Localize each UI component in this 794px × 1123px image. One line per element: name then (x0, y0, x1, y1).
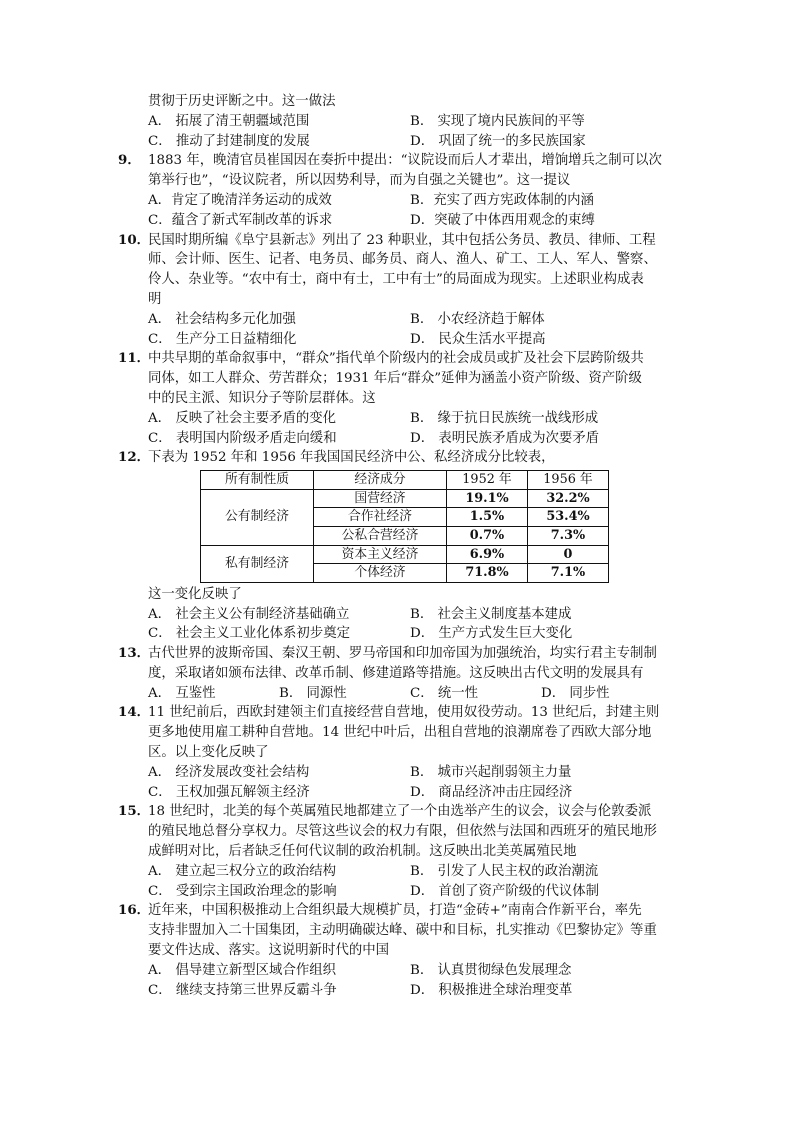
table-row (201, 489, 609, 508)
option-c[interactable]: C． 社会主义工业化体系初步奠定 (148, 626, 350, 642)
table-header-cell: 所有制性质 (201, 471, 314, 490)
table-header-cell: 1952 年 (447, 471, 528, 490)
question-number: 10． (118, 231, 151, 248)
option-b[interactable]: B． 认真贯彻绿色发展理念 (410, 962, 572, 978)
sector-name-cell: 资本主义经济 (314, 545, 447, 564)
question-number: 16． (118, 902, 151, 919)
question-number: 13． (118, 645, 151, 662)
question-14-stem-line: 更多地使用雇工耕种自营地。14 世纪中叶后，出租自营地的浪潮席卷了西欧大部分地 (148, 725, 652, 741)
option-a[interactable]: A． 经济发展改变社会结构 (148, 764, 310, 780)
question-10-stem-line: 师、会计师、医生、记者、电务员、邮务员、商人、渔人、矿工、工人、军人、警察、 (148, 252, 657, 268)
question-11 (118, 349, 688, 448)
question-10-stem-line: 伶人、杂业等。“农中有士，商中有士，工中有士”的局面成为现实。上述职业构成表 (148, 272, 644, 288)
option-b[interactable]: B． 引发了人民主权的政治潮流 (410, 863, 599, 879)
option-a[interactable]: A． 社会结构多元化加强 (148, 311, 296, 327)
option-c[interactable]: C．蕴含了新式军制改革的诉求 (148, 212, 333, 228)
economy-composition-table (200, 470, 609, 583)
question-11-stem-line: 同体，如工人群众、劳苦群众；1931 年后“群众”延伸为涵盖小资产阶级、资产阶级 (148, 371, 642, 387)
option-b[interactable]: B． 城市兴起削弱领主力量 (410, 764, 572, 780)
question-12-options (148, 605, 688, 645)
question-13 (118, 644, 688, 703)
option-c[interactable]: C． 王权加强瓦解领主经济 (148, 784, 310, 800)
value-1952-cell: 6.9% (447, 545, 528, 564)
option-d[interactable]: D． 巩固了统一的多民族国家 (410, 133, 586, 149)
question-16-stem-line: 要文件达成、落实。这说明新时代的中国 (148, 943, 390, 959)
value-1952-cell: 71.8% (447, 564, 528, 583)
sector-name-cell: 个体经济 (314, 564, 447, 583)
option-a[interactable]: A． 社会主义公有制经济基础确立 (148, 606, 350, 622)
question-10-stem-line: 明 (148, 291, 162, 307)
question-number: 9． (118, 152, 141, 169)
option-d[interactable]: D． 同步性 (541, 685, 610, 701)
option-c[interactable]: C． 生产分工日益精细化 (148, 331, 297, 347)
option-a[interactable]: A． 互鉴性 (148, 685, 216, 701)
option-a[interactable]: A．肯定了晚清洋务运动的成效 (148, 192, 332, 208)
question-number: 14． (118, 704, 151, 721)
table-header-cell: 经济成分 (314, 471, 447, 490)
question-11-stem-line: 中共早期的革命叙事中，“群众”指代单个阶级内的社会成员或扩及社会下层跨阶级共 (148, 351, 644, 367)
value-1952-cell: 0.7% (447, 526, 528, 545)
option-b[interactable]: B． 同源性 (279, 685, 347, 701)
question-13-options (148, 684, 688, 704)
question-15 (118, 802, 688, 901)
option-b[interactable]: B． 实现了境内民族间的平等 (410, 113, 585, 129)
question-15-stem-line: 18 世纪时，北美的每个英属殖民地都建立了一个由选举产生的议会，议会与伦敦委派 (148, 804, 652, 820)
value-1956-cell: 7.1% (528, 564, 609, 583)
question-12-stem-after: 这一变化反映了 (148, 586, 242, 602)
table-header-cell: 1956 年 (528, 471, 609, 490)
option-d[interactable]: D． 表明民族矛盾成为次要矛盾 (410, 430, 600, 446)
question-11-options (148, 409, 688, 449)
question-number: 12． (118, 449, 151, 466)
question-16-stem-line: 近年来，中国积极推动上合组织最大规模扩员，打造“金砖+”南南合作新平台，率先 (148, 903, 642, 919)
question-9-stem-line: 1883 年，晚清官员崔国因在奏折中提出：“议院设而后人才辈出，增饷增兵之制可以次 (148, 153, 662, 169)
question-15-stem-line: 的殖民地总督分享权力。尽管这些议会的权力有限，但依然与法国和西班牙的殖民地形 (148, 824, 657, 840)
question-11-stem-line: 中的民主派、知识分子等阶层群体。这 (148, 390, 376, 406)
question-10-stem-line: 民国时期所编《阜宁县新志》列出了 23 种职业，其中包括公务员、教员、律师、工程 (148, 232, 656, 248)
option-c[interactable]: C． 受到宗主国政治理念的影响 (148, 883, 337, 899)
value-1956-cell: 7.3% (528, 526, 609, 545)
question-16-stem-line: 支持非盟加入二十国集团，主动明确碳达峰、碳中和目标，扎实推动《巴黎协定》等重 (148, 923, 657, 939)
option-d[interactable]: D． 商品经济冲击庄园经济 (410, 784, 573, 800)
option-c[interactable]: C． 推动了封建制度的发展 (148, 133, 310, 149)
question-14-stem-line: 11 世纪前后，西欧封建领主们直接经营自营地，使用奴役劳动。13 世纪后，封建主则 (148, 705, 660, 721)
option-b[interactable]: B． 缘于抗日民族统一战线形成 (410, 410, 599, 426)
ownership-group-cell: 私有制经济 (201, 545, 314, 582)
question-number: 15． (118, 803, 151, 820)
option-d[interactable]: D．突破了中体西用观念的束缚 (410, 212, 595, 228)
option-a[interactable]: A． 反映了社会主要矛盾的变化 (148, 410, 337, 426)
question-10 (118, 231, 688, 350)
exam-page (0, 92, 794, 1000)
option-d[interactable]: D． 首创了资产阶级的代议体制 (410, 883, 600, 899)
question-8-stem: 贯彻于历史评断之中。这一做法 (148, 94, 336, 109)
option-a[interactable]: A． 拓展了清王朝疆域范围 (148, 113, 310, 129)
value-1956-cell: 53.4% (528, 508, 609, 527)
option-a[interactable]: A． 倡导建立新型区域合作组织 (148, 962, 337, 978)
table-row (201, 545, 609, 564)
option-d[interactable]: D． 生产方式发生巨大变化 (410, 626, 573, 642)
question-14-stem-line: 区。以上变化反映了 (148, 745, 269, 761)
question-9 (118, 151, 688, 230)
option-d[interactable]: D． 积极推进全球治理变革 (410, 982, 573, 998)
question-16 (118, 901, 688, 1000)
value-1952-cell: 1.5% (447, 508, 528, 527)
option-c[interactable]: C． 继续支持第三世界反霸斗争 (148, 982, 337, 998)
question-8 (148, 92, 688, 151)
question-14-options (148, 763, 688, 803)
option-d[interactable]: D． 民众生活水平提高 (410, 331, 546, 347)
sector-name-cell: 国营经济 (314, 489, 447, 508)
option-b[interactable]: B． 小农经济趋于解体 (410, 311, 545, 327)
table-header-row (201, 471, 609, 490)
question-12-stem-line: 下表为 1952 年和 1956 年我国国民经济中公、私经济成分比较表， (148, 450, 555, 466)
sector-name-cell: 公私合营经济 (314, 526, 447, 545)
option-b[interactable]: B．充实了西方宪政体制的内涵 (410, 192, 594, 208)
ownership-group-cell: 公有制经济 (201, 489, 314, 545)
option-c[interactable]: C． 统一性 (410, 685, 479, 701)
value-1956-cell: 32.2% (528, 489, 609, 508)
question-15-stem-line: 成鲜明对比，后者缺乏任何代议制的政治机制。这反映出北美英属殖民地 (148, 844, 577, 860)
question-15-options (148, 862, 688, 902)
question-8-options (148, 112, 688, 152)
question-9-options (148, 191, 688, 231)
option-b[interactable]: B． 社会主义制度基本建成 (410, 606, 572, 622)
value-1956-cell: 0 (528, 545, 609, 564)
question-13-stem-line: 古代世界的波斯帝国、秦汉王朝、罗马帝国和印加帝国为加强统治，均实行君主专制制 (148, 646, 657, 662)
sector-name-cell: 合作社经济 (314, 508, 447, 527)
option-a[interactable]: A． 建立起三权分立的政治结构 (148, 863, 337, 879)
question-10-options (148, 310, 688, 350)
question-14 (118, 703, 688, 802)
question-13-stem-line: 度，采取诸如颁布法律、改革币制、修建道路等措施。这反映出古代文明的发展具有 (148, 665, 644, 681)
question-12 (118, 448, 688, 644)
question-16-options (148, 961, 688, 1001)
question-number: 11． (118, 350, 151, 367)
value-1952-cell: 19.1% (447, 489, 528, 508)
option-c[interactable]: C． 表明国内阶级矛盾走向缓和 (148, 430, 337, 446)
question-9-stem-line: 第举行也”，“设议院者，所以因势利导，而为自强之关键也”。这一提议 (148, 173, 571, 189)
